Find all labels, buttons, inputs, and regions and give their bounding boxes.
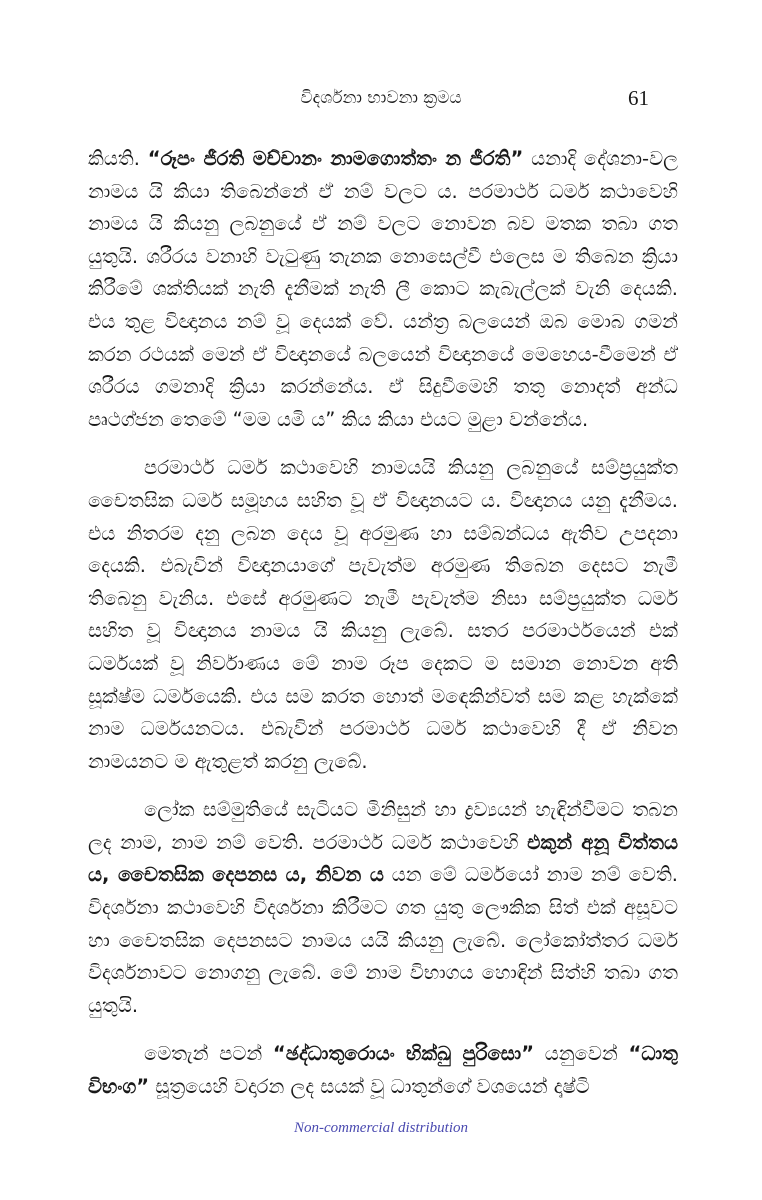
page-number: 61 <box>628 86 649 110</box>
text-segment: යන මේ ධර්මයෝ නාම නම් වෙති. විදර්ශනා කථාවෙහි විදර්ශනා කිරීමට ගත යුතු ලෞකික සිත් එක් අසූවට හා චෛතසික දෙපනසට නාමය යයි කියනු ලැබේ. ලෝකෝත්තර ධර්ම විදර්ශනාවට නොගනු ලැබේ. මේ නාම විභාගය හොඳින් සිත්හි තබා ගත යුතුයි. <box>88 863 678 1017</box>
paragraph-4 <box>88 1038 678 1103</box>
text-segment: යනුවෙන් <box>534 1042 629 1066</box>
sutta-name: “ධාතු විභංග” <box>88 1042 678 1099</box>
text-segment: ලෝක සම්මුතියේ සැටියට මිනිසුන් හා ද්‍රව්‍යයන් හැඳින්වීමට තබන ලද නාම, නාම නම් වෙති. පරමාර්ථ ධර්ම කථාවෙහි <box>88 798 678 854</box>
running-title: විදර්ශනා භාවනා ක්‍රමය <box>300 88 462 108</box>
paragraph-2 <box>88 452 678 778</box>
running-head <box>0 86 762 116</box>
text-segment: කියති. <box>88 147 148 170</box>
emphasis-text: එකුන් අනූ චිත්තය ය, චෛතසික දෙපනස ය, නිවන ය <box>88 830 678 887</box>
pali-quote: “රූපං ජීරති මච්චානං නාමගොත්තං න ජීරති” <box>147 147 524 170</box>
text-segment: සූත්‍රයෙහි වදාරන ලද සයක් වූ ධාතුන්ගේ වශයෙන් දෘෂ්ටි <box>149 1075 590 1099</box>
text-segment: යනාදි දේශනා-වල නාමය යි කියා තිබෙන්නේ ඒ නම් වලට ය. පරමාර්ථ ධර්ම කථාවෙහි නාමය යි කියනු ලබනුයේ ඒ නම් වලට නොවන බව මතක තබා ගත යුතුයි. ශරීරය වනාහි වැටුණු තැනක නොසෙල්වී එලෙස ම තිබෙන ක්‍රියා කිරීමේ ශක්තියක් නැති දැනීමක් නැති ලී කොට කැබැල්ලක් වැනි දෙයකි. එය තුළ විඥානය නම් වූ දෙයක් වේ. යන්ත්‍ර බලයෙන් ඔබ මොබ ගමන් කරන රථයක් මෙන් ඒ විඥානයේ බලයෙන් විඥානයේ මෙහෙය-වීමෙන් ඒ ශරීරය ගමනාදි ක්‍රියා කරන්නේය. ඒ සිදුවීමෙහි තතු නොදත් අන්ධ පෘථග්ජන තෙමේ “මම යමි ය” කිය කියා එයට මුළා වන්නේය. <box>88 147 678 431</box>
text-segment: මෙතැන් පටන් <box>144 1042 273 1066</box>
pali-quote: “ඡද්ධාතුරොයං භික්ඛු පුරිසො” <box>272 1042 535 1066</box>
text-segment: පරමාර්ථ ධර්ම කථාවෙහි නාමයයි කියනු ලබනුයේ සම්ප්‍රයුක්ත චෛතසික ධර්ම සමූහය සහිත වූ ඒ විඥානයට ය. විඥානය යනු දැනීමය. එය නිතරම දනු ලබන දෙය වූ අරමුණ හා සම්බන්ධය ඇතිව උපදනා දෙයකි. එබැවින් විඥානයාගේ පැවැත්ම අරමුණ තිබෙන දෙසට නැමී තිබෙනු වැනිය. එසේ අරමුණට නැමී පැවැත්ම නිසා සම්ප්‍රයුක්ත ධර්ම සහිත වූ විඥානය නාමය යි කියනු ලැබේ. සතර පරමාර්ථයෙන් එක් ධර්මයක් වූ නිර්වාණය මේ නාම රූප දෙකට ම සමාන නොවන අති සූක්ෂ්ම ධර්මයෙකි. එය සම කරත හොත් මඳෙකින්වත් සම කළ හැක්කේ නාම ධර්මයනටය. එබැවින් පරමාර්ථ ධර්ම කථාවෙහි දී ඒ නිවන නාමයනට ම ඇතුළත් කරනු ලැබේ. <box>88 456 678 773</box>
body-text <box>88 143 678 1104</box>
paragraph-1 <box>88 143 678 436</box>
paragraph-3 <box>88 794 678 1022</box>
watermark-footer: Non-commercial distribution <box>293 1120 469 1136</box>
